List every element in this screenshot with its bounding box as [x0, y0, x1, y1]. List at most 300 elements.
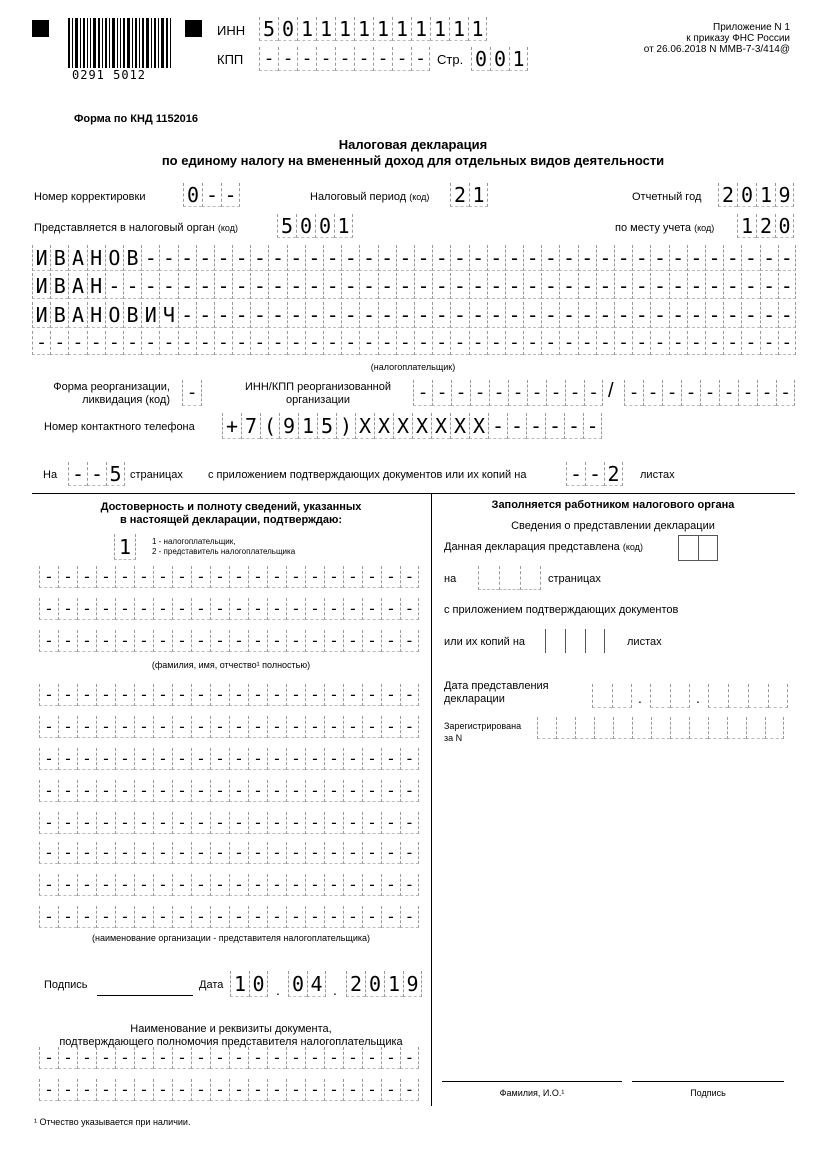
char-cell: 1 [469, 183, 488, 207]
char-cell: - [267, 716, 286, 738]
char-cell: - [115, 1047, 134, 1069]
char-cell: - [267, 684, 286, 706]
char-cell: - [469, 245, 487, 271]
submitted-code-cells [678, 535, 718, 561]
char-cell: - [650, 273, 668, 299]
char-cell: - [172, 812, 191, 834]
char-cell: - [250, 302, 268, 328]
char-cell: А [68, 273, 86, 299]
char-cell: - [359, 302, 377, 328]
char-cell [670, 717, 689, 739]
char-cell: - [58, 748, 77, 770]
char-cell: - [450, 302, 468, 328]
form-code: Форма по КНД 1152016 [74, 113, 199, 125]
inn-label: ИНН [217, 23, 246, 38]
char-cell: 2 [450, 183, 469, 207]
char-cell: - [559, 245, 577, 271]
submitted-label [444, 541, 643, 554]
year-cells [718, 183, 794, 207]
char-cell: - [723, 245, 741, 271]
char-cell: - [267, 566, 286, 588]
char-cell: - [381, 716, 400, 738]
char-cell: - [578, 245, 596, 271]
char-cell: - [87, 462, 106, 486]
barcode-number: 0291 5012 [72, 68, 147, 82]
right-date-month [650, 684, 690, 708]
char-cell: - [381, 598, 400, 620]
char-cell: - [632, 245, 650, 271]
char-cell: - [305, 245, 323, 271]
char-cell: Ч [159, 302, 177, 328]
char-cell: 0 [471, 47, 490, 71]
char-cell: - [210, 812, 229, 834]
char-cell: - [250, 331, 268, 355]
char-cell: - [210, 906, 229, 928]
page-label: Стр. [437, 52, 464, 67]
attach-sheets-label: листах [640, 469, 675, 481]
pages-label: страницах [130, 469, 183, 481]
blank-cell-row [39, 1047, 419, 1069]
char-cell: - [191, 630, 210, 652]
char-cell: - [541, 273, 559, 299]
char-cell: - [172, 1079, 191, 1101]
char-cell: - [248, 780, 267, 802]
char-cell: - [362, 566, 381, 588]
char-cell [575, 717, 594, 739]
char-cell: 0 [249, 971, 268, 997]
char-cell [545, 629, 565, 653]
char-cell: - [585, 462, 604, 486]
char-cell: - [400, 716, 419, 738]
char-cell: - [39, 684, 58, 706]
char-cell: - [210, 780, 229, 802]
signature-label: Подпись [44, 979, 88, 991]
char-cell: - [507, 413, 526, 439]
char-cell: 1 [114, 534, 136, 560]
char-cell: - [400, 748, 419, 770]
char-cell: ( [260, 413, 279, 439]
char-cell: - [134, 874, 153, 896]
char-cell: - [527, 380, 546, 406]
char-cell: - [287, 302, 305, 328]
char-cell: - [335, 47, 354, 71]
char-cell: - [381, 1047, 400, 1069]
char-cell: - [210, 748, 229, 770]
char-cell: - [153, 566, 172, 588]
right-info-title: Сведения о представлении декларации [511, 520, 715, 532]
char-cell: - [341, 245, 359, 271]
char-cell: - [286, 812, 305, 834]
reorg-label-line-2: ликвидация (код) [82, 394, 170, 406]
char-cell: - [248, 630, 267, 652]
blank-cell-row [39, 874, 419, 896]
char-cell: - [191, 566, 210, 588]
char-cell: - [378, 273, 396, 299]
footnote: ¹ Отчество указывается при наличии. [34, 1117, 191, 1127]
page-cells [471, 47, 528, 71]
char-cell: - [414, 273, 432, 299]
char-cell: - [268, 331, 286, 355]
char-cell: - [210, 566, 229, 588]
char-cell: 2 [346, 971, 365, 997]
name-row-2 [32, 273, 796, 299]
char-cell: - [687, 273, 705, 299]
char-cell: - [153, 812, 172, 834]
char-cell: - [58, 1079, 77, 1101]
appendix-note [644, 22, 790, 55]
name-row-4 [32, 331, 796, 355]
char-cell: 2 [604, 462, 623, 486]
char-cell: - [96, 780, 115, 802]
char-cell: - [400, 780, 419, 802]
date-day-cells [230, 971, 268, 997]
char-cell: 0 [278, 17, 297, 41]
char-cell: - [362, 1079, 381, 1101]
char-cell [537, 717, 556, 739]
char-cell: 0 [490, 47, 509, 71]
char-cell: - [58, 874, 77, 896]
char-cell: - [450, 273, 468, 299]
char-cell [746, 717, 765, 739]
char-cell: - [451, 380, 470, 406]
char-cell: - [172, 630, 191, 652]
char-cell: - [414, 331, 432, 355]
char-cell: - [58, 842, 77, 864]
char-cell: - [210, 716, 229, 738]
char-cell: - [343, 1047, 362, 1069]
char-cell: - [221, 183, 240, 207]
char-cell: - [96, 874, 115, 896]
char-cell: - [287, 245, 305, 271]
char-cell: - [229, 812, 248, 834]
char-cell: 1 [430, 17, 449, 41]
char-cell: - [596, 302, 614, 328]
char-cell: - [141, 245, 159, 271]
char-cell: - [324, 748, 343, 770]
blank-cell-row [39, 684, 419, 706]
char-cell: - [115, 716, 134, 738]
char-cell: 1 [449, 17, 468, 41]
char-cell: - [159, 245, 177, 271]
char-cell: И [32, 273, 50, 299]
char-cell: - [115, 566, 134, 588]
char-cell: - [267, 812, 286, 834]
char-cell: - [705, 302, 723, 328]
char-cell: - [115, 1079, 134, 1101]
date-dot-2: . [333, 982, 337, 998]
char-cell: - [39, 630, 58, 652]
char-cell: - [134, 780, 153, 802]
char-cell: - [705, 273, 723, 299]
char-cell: - [87, 331, 105, 355]
char-cell: - [487, 302, 505, 328]
char-cell: - [541, 331, 559, 355]
char-cell: - [77, 630, 96, 652]
char-cell: - [196, 302, 214, 328]
char-cell: - [286, 906, 305, 928]
char-cell: - [39, 1047, 58, 1069]
char-cell: - [526, 413, 545, 439]
char-cell [728, 684, 748, 708]
char-cell: - [196, 245, 214, 271]
char-cell: - [58, 598, 77, 620]
char-cell: - [324, 716, 343, 738]
char-cell: - [305, 302, 323, 328]
char-cell: - [115, 598, 134, 620]
char-cell: - [324, 842, 343, 864]
char-cell [748, 684, 768, 708]
char-cell [768, 684, 788, 708]
char-cell [651, 717, 670, 739]
char-cell: - [343, 598, 362, 620]
char-cell: - [487, 331, 505, 355]
char-cell: 0 [365, 971, 384, 997]
char-cell: - [39, 780, 58, 802]
signature-line [97, 995, 193, 996]
char-cell: - [343, 630, 362, 652]
char-cell: - [632, 302, 650, 328]
char-cell: 1 [316, 17, 335, 41]
char-cell: X [431, 413, 450, 439]
char-cell [613, 717, 632, 739]
char-cell: - [705, 331, 723, 355]
char-cell: - [373, 47, 392, 71]
char-cell: - [123, 331, 141, 355]
char-cell: - [178, 245, 196, 271]
char-cell: - [287, 273, 305, 299]
char-cell: - [77, 780, 96, 802]
char-cell: - [77, 1079, 96, 1101]
char-cell: - [248, 748, 267, 770]
char-cell: - [738, 380, 757, 406]
char-cell: - [559, 273, 577, 299]
char-cell: - [58, 566, 77, 588]
char-cell: - [229, 1079, 248, 1101]
char-cell: - [286, 684, 305, 706]
char-cell: - [545, 413, 564, 439]
char-cell: - [248, 812, 267, 834]
char-cell: - [229, 716, 248, 738]
char-cell: X [355, 413, 374, 439]
char-cell: 1 [334, 214, 353, 238]
char-cell: - [343, 842, 362, 864]
char-cell: - [77, 842, 96, 864]
char-cell: - [316, 47, 335, 71]
char-cell: В [50, 273, 68, 299]
pages-on-label: На [43, 469, 58, 481]
char-cell: - [324, 684, 343, 706]
char-cell: - [687, 331, 705, 355]
char-cell: - [305, 273, 323, 299]
submitted-code-label: (код) [622, 542, 643, 552]
char-cell: - [362, 598, 381, 620]
char-cell: - [450, 245, 468, 271]
char-cell: - [323, 331, 341, 355]
char-cell: 2 [718, 183, 737, 207]
char-cell: - [741, 331, 759, 355]
char-cell: - [584, 380, 603, 406]
char-cell: - [172, 684, 191, 706]
char-cell: - [760, 273, 778, 299]
right-sheets-label: листах [627, 636, 662, 648]
char-cell: - [378, 245, 396, 271]
char-cell: - [50, 331, 68, 355]
name-row-1 [32, 245, 796, 271]
kpp-cells [259, 47, 430, 71]
char-cell: 0 [296, 214, 315, 238]
char-cell: - [286, 630, 305, 652]
char-cell: - [39, 1079, 58, 1101]
char-cell: - [229, 1047, 248, 1069]
char-cell: 1 [392, 17, 411, 41]
char-cell: - [381, 684, 400, 706]
char-cell: - [96, 812, 115, 834]
char-cell: - [286, 748, 305, 770]
char-cell: - [505, 273, 523, 299]
char-cell: - [115, 684, 134, 706]
char-cell: - [343, 874, 362, 896]
char-cell: - [268, 245, 286, 271]
char-cell: - [400, 1047, 419, 1069]
char-cell: 1 [737, 214, 756, 238]
char-cell: - [305, 906, 324, 928]
char-cell: 1 [509, 47, 528, 71]
char-cell: - [68, 331, 86, 355]
char-cell: - [760, 302, 778, 328]
char-cell: - [210, 842, 229, 864]
char-cell: - [96, 906, 115, 928]
char-cell: - [778, 245, 796, 271]
char-cell: - [248, 566, 267, 588]
char-cell: - [381, 1079, 400, 1101]
char-cell: О [105, 245, 123, 271]
authority-label-text: Представляется в налоговый орган [34, 222, 215, 234]
char-cell: - [523, 302, 541, 328]
char-cell: - [77, 906, 96, 928]
char-cell: - [248, 1047, 267, 1069]
char-cell: 0 [183, 183, 202, 207]
char-cell: - [760, 245, 778, 271]
place-label [615, 222, 714, 235]
char-cell: - [411, 47, 430, 71]
char-cell: - [248, 1079, 267, 1101]
char-cell: - [343, 1079, 362, 1101]
char-cell: - [39, 812, 58, 834]
char-cell: - [400, 566, 419, 588]
char-cell [478, 566, 499, 590]
char-cell: - [96, 842, 115, 864]
confirm-heading-line-2: в настоящей декларации, подтверждаю: [119, 514, 343, 526]
char-cell: - [286, 598, 305, 620]
char-cell: - [229, 684, 248, 706]
char-cell: - [723, 302, 741, 328]
char-cell: - [286, 716, 305, 738]
char-cell: - [229, 874, 248, 896]
char-cell: - [632, 331, 650, 355]
char-cell: - [191, 842, 210, 864]
char-cell: - [487, 245, 505, 271]
char-cell: - [248, 598, 267, 620]
char-cell: - [381, 780, 400, 802]
char-cell: - [115, 874, 134, 896]
blank-cell-row [39, 566, 419, 588]
char-cell: - [115, 906, 134, 928]
char-cell: - [343, 684, 362, 706]
char-cell: 1 [411, 17, 430, 41]
fio-caption: (фамилия, имя, отчество¹ полностью) [151, 660, 311, 670]
char-cell: - [96, 1079, 115, 1101]
char-cell: - [614, 273, 632, 299]
char-cell: - [578, 273, 596, 299]
char-cell: - [508, 380, 527, 406]
char-cell: - [719, 380, 738, 406]
char-cell [670, 684, 690, 708]
char-cell: - [323, 302, 341, 328]
char-cell: - [400, 1079, 419, 1101]
reorg-slash: / [608, 380, 614, 402]
char-cell: - [39, 566, 58, 588]
char-cell: - [470, 380, 489, 406]
pages-cells [68, 462, 125, 486]
char-cell: - [58, 630, 77, 652]
char-cell: 9 [279, 413, 298, 439]
char-cell: - [341, 302, 359, 328]
date-year-cells [346, 971, 422, 997]
blank-cell-row [39, 812, 419, 834]
char-cell: - [153, 780, 172, 802]
char-cell: - [134, 748, 153, 770]
char-cell: - [669, 245, 687, 271]
char-cell: - [396, 331, 414, 355]
char-cell: - [400, 630, 419, 652]
appendix-line-3: от 26.06.2018 N ММВ-7-3/414@ [643, 44, 790, 55]
char-cell: - [596, 273, 614, 299]
char-cell: - [414, 245, 432, 271]
char-cell: - [172, 716, 191, 738]
char-cell: X [374, 413, 393, 439]
char-cell: - [77, 566, 96, 588]
char-cell: - [210, 684, 229, 706]
char-cell: - [687, 302, 705, 328]
char-cell: - [134, 566, 153, 588]
char-cell: - [96, 1047, 115, 1069]
blank-cell-row [39, 716, 419, 738]
char-cell: - [413, 380, 432, 406]
char-cell: - [210, 598, 229, 620]
char-cell: - [172, 874, 191, 896]
char-cell: - [414, 302, 432, 328]
char-cell: - [305, 748, 324, 770]
char-cell: - [250, 245, 268, 271]
char-cell: - [596, 245, 614, 271]
char-cell: - [286, 780, 305, 802]
char-cell: 7 [241, 413, 260, 439]
char-cell: В [50, 302, 68, 328]
char-cell: - [232, 302, 250, 328]
char-cell: - [191, 598, 210, 620]
char-cell: - [77, 716, 96, 738]
char-cell: - [178, 302, 196, 328]
confirm-option-2: 2 - представитель налогоплательщика [152, 547, 296, 556]
char-cell: - [305, 331, 323, 355]
title-line-2: по единому налогу на вмененный доход для отдельных видов деятельности [161, 153, 665, 168]
char-cell: 5 [317, 413, 336, 439]
char-cell [556, 717, 575, 739]
char-cell: - [159, 273, 177, 299]
char-cell: - [305, 1047, 324, 1069]
char-cell: - [191, 748, 210, 770]
char-cell: 1 [384, 971, 403, 997]
